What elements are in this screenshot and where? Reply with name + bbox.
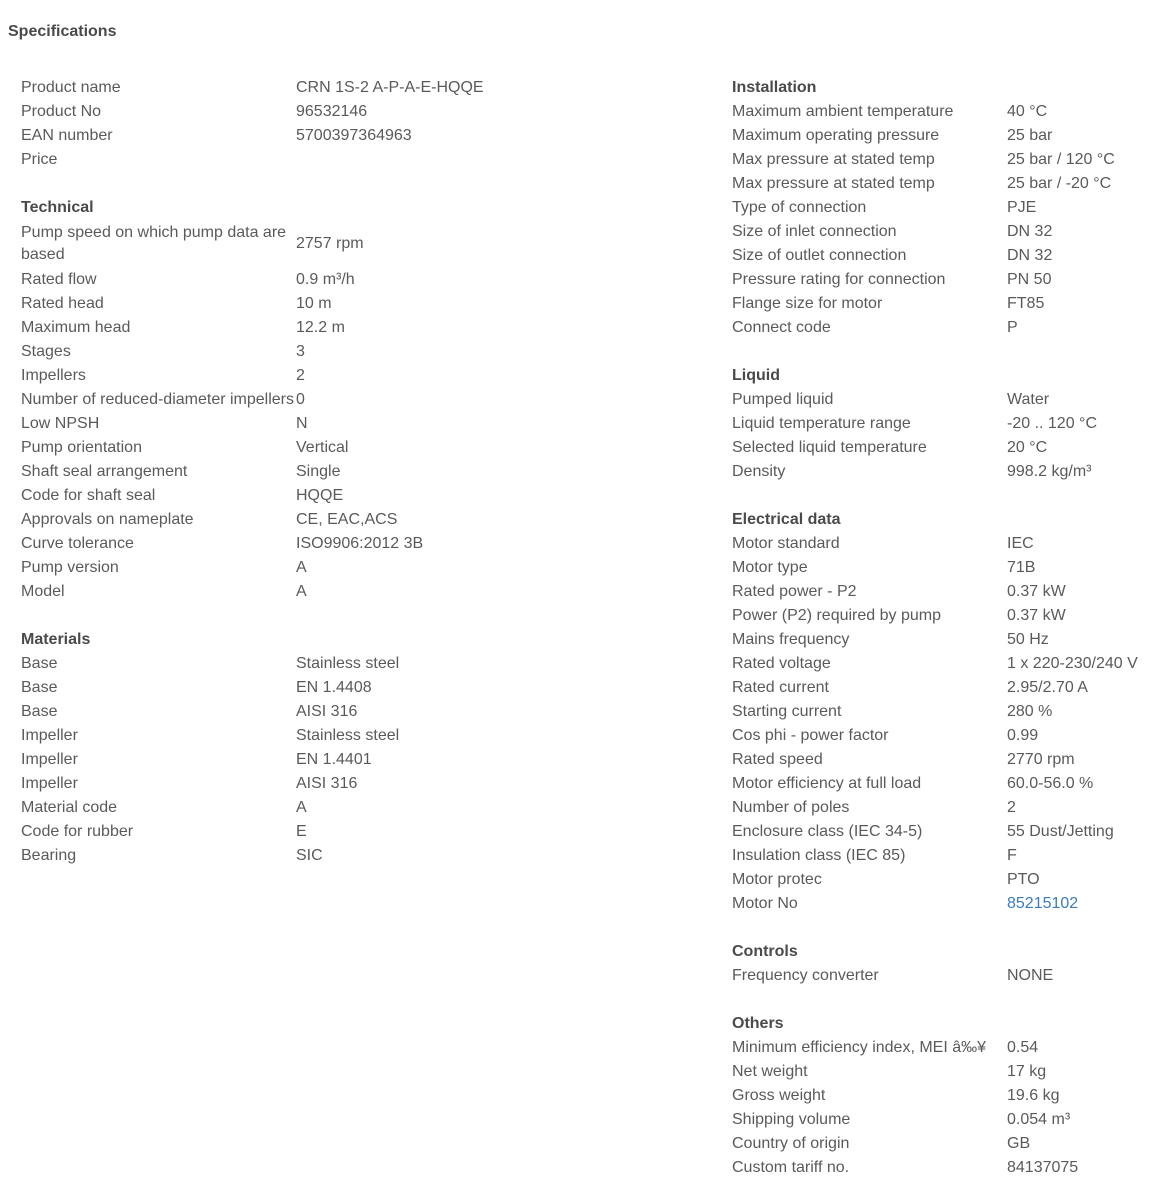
spec-row <box>21 700 661 724</box>
spec-row <box>732 1108 1153 1132</box>
spec-value: IEC <box>1007 535 1034 552</box>
spec-row <box>732 1060 1153 1084</box>
spec-row <box>21 580 661 604</box>
spec-section-electrical-data <box>732 508 1153 916</box>
spec-row <box>732 316 1153 340</box>
spec-label: Code for shaft seal <box>21 487 156 504</box>
spec-label: Low NPSH <box>21 415 100 432</box>
spec-value: PJE <box>1007 199 1037 216</box>
spec-label: Connect code <box>732 319 831 336</box>
spec-row <box>732 700 1153 724</box>
spec-value: HQQE <box>296 487 344 504</box>
spec-row <box>21 676 661 700</box>
spec-label: Density <box>732 463 786 480</box>
spec-value: Water <box>1007 391 1050 408</box>
spec-row <box>21 532 661 556</box>
section-heading: Installation <box>732 79 817 96</box>
spec-row <box>732 868 1153 892</box>
spec-row <box>732 268 1153 292</box>
spec-value: 0.54 <box>1007 1039 1039 1056</box>
spec-label: Base <box>21 655 58 672</box>
spec-row <box>732 292 1153 316</box>
spec-label: Type of connection <box>732 199 867 216</box>
spec-value: 84137075 <box>1007 1159 1079 1176</box>
spec-label: Size of outlet connection <box>732 247 907 264</box>
spec-value: Single <box>296 463 341 480</box>
spec-section-liquid <box>732 364 1153 484</box>
spec-value: 25 bar <box>1007 127 1053 144</box>
spec-label: Motor protec <box>732 871 822 888</box>
spec-section-technical <box>21 196 661 604</box>
spec-row <box>21 772 661 796</box>
spec-label: Rated flow <box>21 271 97 288</box>
spec-row <box>732 628 1153 652</box>
spec-value: DN 32 <box>1007 247 1053 264</box>
spec-row <box>732 412 1153 436</box>
spec-column-left <box>21 76 661 892</box>
spec-label: Maximum ambient temperature <box>732 103 954 120</box>
spec-label: Maximum operating pressure <box>732 127 940 144</box>
spec-value: 2 <box>296 367 305 384</box>
spec-section-materials <box>21 628 661 868</box>
spec-value: N <box>296 415 308 432</box>
spec-row <box>21 316 661 340</box>
spec-row <box>21 724 661 748</box>
spec-section-general <box>21 76 661 172</box>
spec-label: Number of poles <box>732 799 850 816</box>
spec-row <box>21 364 661 388</box>
section-heading: Controls <box>732 943 798 960</box>
section-heading: Technical <box>21 199 94 216</box>
spec-value: F <box>1007 847 1017 864</box>
spec-value: PN 50 <box>1007 271 1052 288</box>
spec-label: EAN number <box>21 127 113 144</box>
spec-value: 2 <box>1007 799 1016 816</box>
spec-label: Motor standard <box>732 535 840 552</box>
spec-label: Pressure rating for connection <box>732 271 946 288</box>
spec-label: Gross weight <box>732 1087 826 1104</box>
spec-row <box>732 100 1153 124</box>
spec-row <box>732 1156 1153 1180</box>
spec-row <box>21 460 661 484</box>
spec-value: 2770 rpm <box>1007 751 1075 768</box>
spec-row <box>732 892 1153 916</box>
spec-value: 25 bar / 120 °C <box>1007 151 1115 168</box>
spec-label: Minimum efficiency index, MEI â‰¥ <box>732 1039 987 1056</box>
spec-label: Shipping volume <box>732 1111 851 1128</box>
spec-label: Rated power - P2 <box>732 583 857 600</box>
spec-value: 12.2 m <box>296 319 345 336</box>
spec-label: Approvals on nameplate <box>21 511 194 528</box>
spec-label: Impeller <box>21 775 78 792</box>
spec-label: Maximum head <box>21 319 131 336</box>
spec-label: Country of origin <box>732 1135 850 1152</box>
spec-value: 96532146 <box>296 103 368 120</box>
spec-value: E <box>296 823 307 840</box>
spec-value: 0.054 m³ <box>1007 1111 1071 1128</box>
spec-value: SIC <box>296 847 323 864</box>
spec-value: 0.9 m³/h <box>296 271 355 288</box>
spec-value: 71B <box>1007 559 1036 576</box>
spec-value: EN 1.4408 <box>296 679 372 696</box>
spec-label: Rated head <box>21 295 104 312</box>
spec-row <box>732 148 1153 172</box>
spec-row <box>732 580 1153 604</box>
spec-row <box>732 604 1153 628</box>
spec-label: Max pressure at stated temp <box>732 175 935 192</box>
spec-row <box>732 244 1153 268</box>
spec-row <box>732 652 1153 676</box>
spec-row <box>732 532 1153 556</box>
spec-row <box>732 124 1153 148</box>
spec-value: 55 Dust/Jetting <box>1007 823 1114 840</box>
spec-value: 0.37 kW <box>1007 583 1066 600</box>
spec-label: Motor type <box>732 559 808 576</box>
spec-row <box>732 1036 1153 1060</box>
spec-value: 10 m <box>296 295 332 312</box>
spec-row <box>732 1084 1153 1108</box>
spec-value: 3 <box>296 343 305 360</box>
spec-label: Pumped liquid <box>732 391 834 408</box>
spec-label: Rated voltage <box>732 655 831 672</box>
spec-label: Number of reduced-diameter impellers <box>21 391 294 408</box>
spec-label: Cos phi - power factor <box>732 727 889 744</box>
spec-value: 998.2 kg/m³ <box>1007 463 1092 480</box>
spec-value: CRN 1S-2 A-P-A-E-HQQE <box>296 79 484 96</box>
spec-value: 0.99 <box>1007 727 1039 744</box>
spec-row <box>732 460 1153 484</box>
spec-value: 20 °C <box>1007 439 1048 456</box>
spec-row <box>21 844 661 868</box>
spec-row <box>21 100 661 124</box>
section-heading: Materials <box>21 631 91 648</box>
spec-value: PTO <box>1007 871 1040 888</box>
spec-value: EN 1.4401 <box>296 751 372 768</box>
spec-row <box>21 556 661 580</box>
spec-value: P <box>1007 319 1018 336</box>
spec-value: 0 <box>296 391 305 408</box>
spec-value: CE, EAC,ACS <box>296 511 398 528</box>
spec-value: 60.0-56.0 % <box>1007 775 1094 792</box>
spec-value: 5700397364963 <box>296 127 412 144</box>
spec-section-controls <box>732 940 1153 988</box>
spec-label: Product name <box>21 79 121 96</box>
spec-row <box>732 772 1153 796</box>
spec-row <box>21 388 661 412</box>
spec-label: Motor efficiency at full load <box>732 775 922 792</box>
spec-label: Price <box>21 151 58 168</box>
spec-value: 25 bar / -20 °C <box>1007 175 1112 192</box>
spec-row <box>732 1132 1153 1156</box>
spec-value: 17 kg <box>1007 1063 1047 1080</box>
spec-row <box>21 124 661 148</box>
spec-row <box>21 340 661 364</box>
spec-label: Net weight <box>732 1063 808 1080</box>
spec-label: Pump orientation <box>21 439 142 456</box>
spec-value: Stainless steel <box>296 727 400 744</box>
spec-value: Stainless steel <box>296 655 400 672</box>
spec-row <box>21 436 661 460</box>
spec-label: Base <box>21 703 58 720</box>
spec-row <box>21 292 661 316</box>
spec-label: Pump speed on which pump data are based <box>21 224 287 263</box>
spec-section-others <box>732 1012 1153 1180</box>
spec-label: Code for rubber <box>21 823 134 840</box>
spec-label: Model <box>21 583 65 600</box>
spec-row <box>732 556 1153 580</box>
spec-row <box>732 748 1153 772</box>
spec-value: A <box>296 559 307 576</box>
spec-row <box>732 724 1153 748</box>
spec-value: 50 Hz <box>1007 631 1049 648</box>
spec-value: 19.6 kg <box>1007 1087 1060 1104</box>
spec-value-link[interactable]: 85215102 <box>1007 895 1079 912</box>
spec-label: Selected liquid temperature <box>732 439 927 456</box>
spec-label: Product No <box>21 103 102 120</box>
spec-value: 1 x 220-230/240 V <box>1007 655 1138 672</box>
spec-value: Vertical <box>296 439 349 456</box>
spec-label: Frequency converter <box>732 967 879 984</box>
spec-label: Motor No <box>732 895 798 912</box>
spec-row <box>21 508 661 532</box>
spec-row <box>732 796 1153 820</box>
spec-value: 0.37 kW <box>1007 607 1066 624</box>
spec-value: DN 32 <box>1007 223 1053 240</box>
spec-label: Bearing <box>21 847 77 864</box>
spec-row <box>21 148 661 172</box>
page-title: Specifications <box>8 23 117 40</box>
spec-value: 2.95/2.70 A <box>1007 679 1088 696</box>
spec-label: Impeller <box>21 751 78 768</box>
spec-row <box>21 412 661 436</box>
spec-value: 280 % <box>1007 703 1053 720</box>
spec-label: Impeller <box>21 727 78 744</box>
spec-label: Enclosure class (IEC 34-5) <box>732 823 923 840</box>
spec-row <box>732 220 1153 244</box>
spec-value: A <box>296 583 307 600</box>
spec-label: Power (P2) required by pump <box>732 607 941 624</box>
spec-value: AISI 316 <box>296 703 358 720</box>
spec-row <box>21 220 661 268</box>
spec-row <box>732 844 1153 868</box>
spec-row <box>732 676 1153 700</box>
spec-section-installation <box>732 76 1153 340</box>
spec-label: Size of inlet connection <box>732 223 897 240</box>
spec-row <box>21 268 661 292</box>
spec-label: Rated speed <box>732 751 823 768</box>
spec-label: Mains frequency <box>732 631 850 648</box>
spec-row <box>21 484 661 508</box>
spec-value: GB <box>1007 1135 1031 1152</box>
spec-row <box>732 196 1153 220</box>
spec-row <box>732 436 1153 460</box>
spec-label: Liquid temperature range <box>732 415 911 432</box>
spec-value: AISI 316 <box>296 775 358 792</box>
spec-value: FT85 <box>1007 295 1045 312</box>
spec-label: Rated current <box>732 679 829 696</box>
spec-value: 40 °C <box>1007 103 1048 120</box>
spec-row <box>21 820 661 844</box>
spec-label: Insulation class (IEC 85) <box>732 847 906 864</box>
spec-value: ISO9906:2012 3B <box>296 535 424 552</box>
spec-row <box>732 172 1153 196</box>
spec-label: Flange size for motor <box>732 295 883 312</box>
spec-label: Impellers <box>21 367 86 384</box>
spec-row <box>21 796 661 820</box>
section-heading: Electrical data <box>732 511 841 528</box>
spec-value: -20 .. 120 °C <box>1007 415 1097 432</box>
spec-label: Curve tolerance <box>21 535 134 552</box>
spec-value: A <box>296 799 307 816</box>
spec-label: Max pressure at stated temp <box>732 151 935 168</box>
spec-row <box>21 652 661 676</box>
spec-label: Shaft seal arrangement <box>21 463 188 480</box>
spec-label: Starting current <box>732 703 842 720</box>
section-heading: Liquid <box>732 367 780 384</box>
spec-label: Material code <box>21 799 118 816</box>
spec-row <box>732 388 1153 412</box>
spec-row <box>21 748 661 772</box>
spec-value: NONE <box>1007 967 1054 984</box>
spec-label: Pump version <box>21 559 119 576</box>
spec-label: Base <box>21 679 58 696</box>
spec-row <box>732 964 1153 988</box>
section-heading: Others <box>732 1015 784 1032</box>
spec-label: Custom tariff no. <box>732 1159 850 1176</box>
spec-value: 2757 rpm <box>296 235 364 252</box>
spec-row <box>732 820 1153 844</box>
spec-row <box>21 76 661 100</box>
spec-label: Stages <box>21 343 71 360</box>
spec-column-right <box>732 76 1153 1204</box>
